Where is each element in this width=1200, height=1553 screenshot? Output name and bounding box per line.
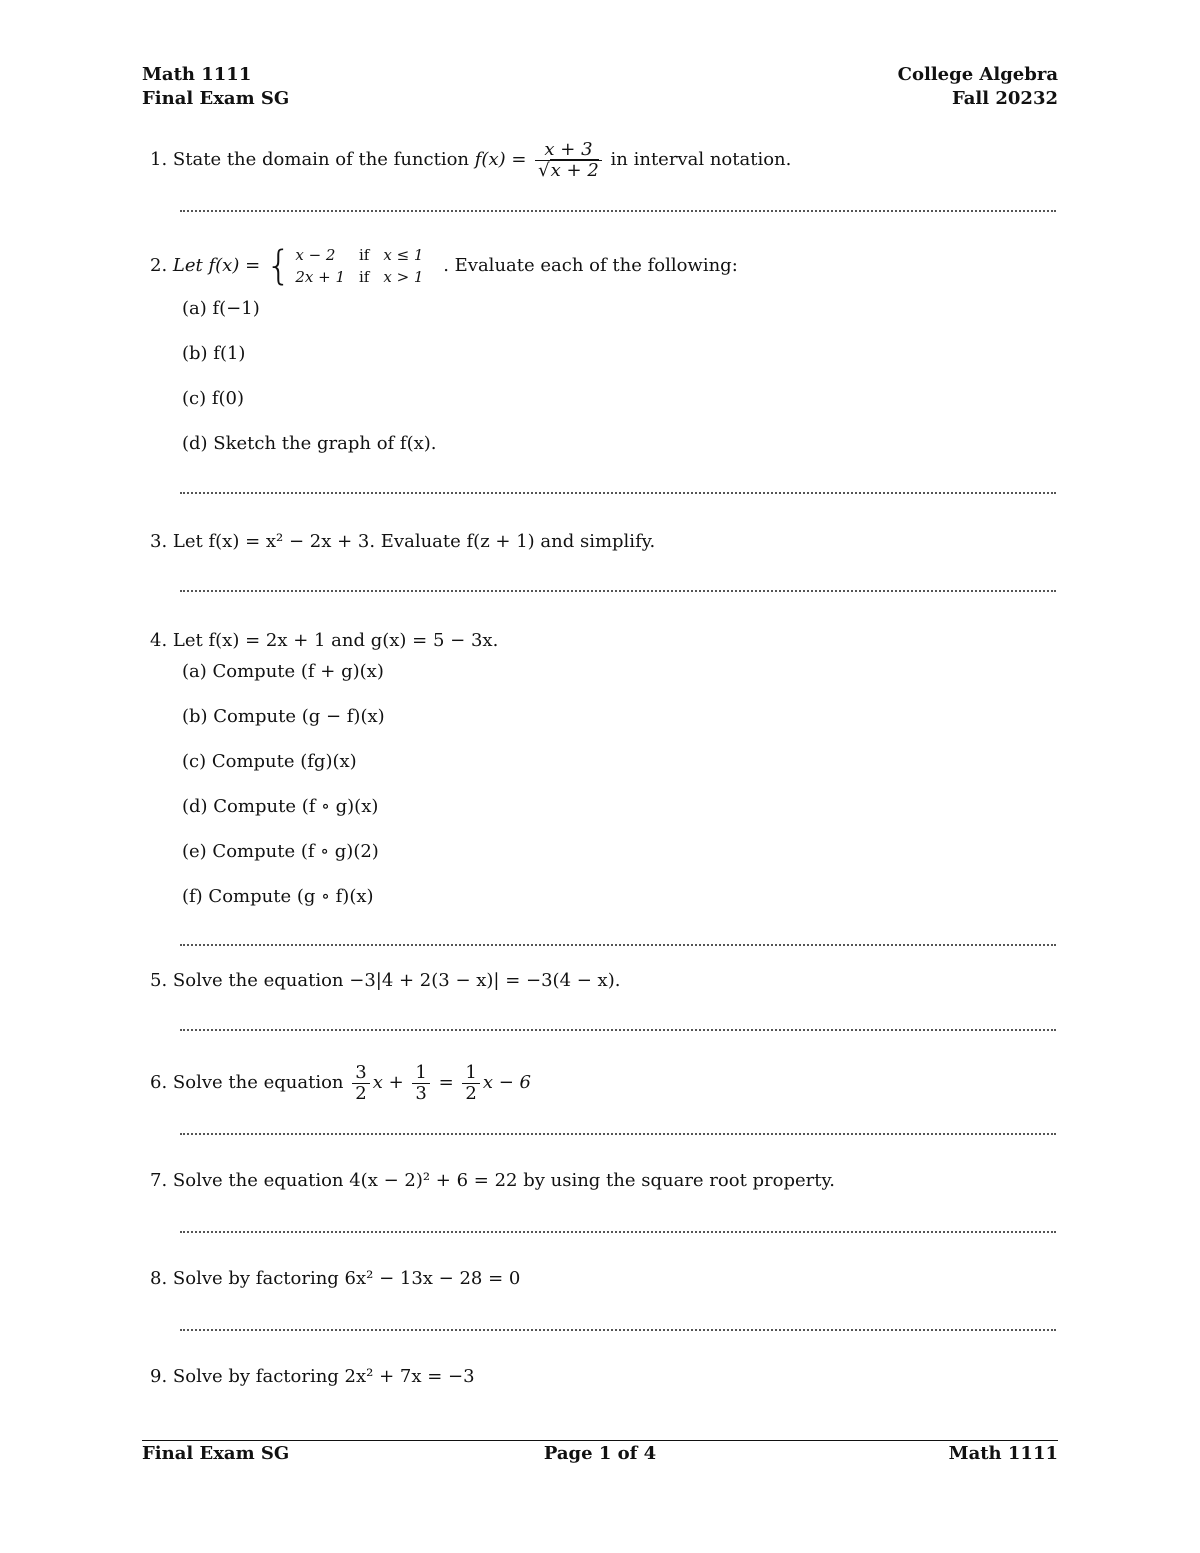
- fraction-numerator: x + 3: [544, 138, 593, 160]
- question-number: 4.: [150, 630, 168, 651]
- question-text: Solve by factoring 2x² + 7x = −3: [172, 1366, 475, 1387]
- fraction-one-half: [462, 1063, 479, 1104]
- case-1-expression: x − 2: [295, 246, 336, 264]
- case-2-expression: 2x + 1: [295, 268, 345, 286]
- subpart-4a: (a) Compute (f + g)(x): [182, 661, 384, 682]
- question-number: 6.: [150, 1072, 168, 1093]
- footer-rule: [142, 1440, 1058, 1441]
- exam-title: Final Exam SG: [142, 88, 290, 109]
- question-4: [150, 630, 498, 652]
- question-5: [150, 970, 620, 992]
- question-text: Solve the equation: [172, 1072, 344, 1093]
- question-7: [150, 1170, 835, 1192]
- answer-separator: [180, 1133, 1056, 1135]
- case-2-condition: x > 1: [383, 268, 424, 286]
- fraction-numerator: 1: [465, 1061, 477, 1083]
- question-number: 3.: [150, 531, 168, 552]
- equation-term: x − 6: [482, 1072, 532, 1093]
- question-tail: . Evaluate each of the following:: [443, 255, 738, 276]
- course-title: Math 1111: [142, 64, 252, 85]
- fraction-denominator: 2: [352, 1083, 369, 1104]
- subpart-4c: (c) Compute (fg)(x): [182, 751, 357, 772]
- question-text: Solve the equation −3|4 + 2(3 − x)| = −3(4 − x).: [172, 970, 621, 991]
- equals-sign: =: [438, 1072, 454, 1093]
- question-1: [150, 137, 791, 183]
- question-9: [150, 1366, 475, 1388]
- subpart-2b: (b) f(1): [182, 343, 246, 364]
- subpart-2d: (d) Sketch the graph of f(x).: [182, 433, 437, 454]
- subpart-4d: (d) Compute (f ∘ g)(x): [182, 796, 379, 817]
- fraction-denominator: 3: [412, 1083, 429, 1104]
- fraction-numerator: 1: [415, 1061, 427, 1083]
- piecewise-cases: [295, 244, 437, 288]
- answer-separator: [180, 492, 1056, 494]
- answer-separator: [180, 1029, 1056, 1031]
- question-2: [150, 240, 738, 292]
- subpart-4b: (b) Compute (g − f)(x): [182, 706, 385, 727]
- page-number: Page 1 of 4: [543, 1443, 657, 1464]
- answer-separator: [180, 944, 1056, 946]
- case-2-if: if: [359, 268, 370, 286]
- subpart-2c: (c) f(0): [182, 388, 245, 409]
- question-text: Solve by factoring 6x² − 13x − 28 = 0: [172, 1268, 521, 1289]
- question-8: [150, 1268, 520, 1290]
- domain-fraction: [535, 140, 602, 181]
- answer-separator: [180, 590, 1056, 592]
- question-number: 7.: [150, 1170, 168, 1191]
- answer-separator: [180, 1231, 1056, 1233]
- question-number: 8.: [150, 1268, 168, 1289]
- fraction-denominator: 2: [462, 1083, 479, 1104]
- subpart-4f: (f) Compute (g ∘ f)(x): [182, 886, 374, 907]
- subpart-4e: (e) Compute (f ∘ g)(2): [182, 841, 379, 862]
- question-text: State the domain of the function: [172, 149, 470, 170]
- question-text: Let f(x) = 2x + 1 and g(x) = 5 − 3x.: [172, 630, 499, 651]
- answer-separator: [180, 210, 1056, 212]
- question-number: 2.: [150, 255, 168, 276]
- fraction-denominator: √x + 2: [535, 160, 602, 181]
- subpart-2a: (a) f(−1): [182, 298, 260, 319]
- question-lead: Let f(x) =: [172, 255, 261, 276]
- fraction-three-halves: [352, 1063, 369, 1104]
- case-1-condition: x ≤ 1: [383, 246, 424, 264]
- term-label: Fall 20232: [951, 88, 1058, 109]
- question-3: [150, 531, 655, 553]
- function-label: f(x) =: [474, 149, 527, 170]
- answer-separator: [180, 1329, 1056, 1331]
- question-6: [150, 1060, 531, 1106]
- case-1-if: if: [359, 246, 370, 264]
- fraction-numerator: 3: [355, 1061, 367, 1083]
- question-text-end: in interval notation.: [610, 149, 792, 170]
- question-text: Solve the equation 4(x − 2)² + 6 = 22 by using the square root property.: [172, 1170, 836, 1191]
- sqrt-radicand: x + 2: [550, 159, 599, 181]
- subject-title: College Algebra: [897, 64, 1058, 85]
- question-number: 9.: [150, 1366, 168, 1387]
- question-text: Let f(x) = x² − 2x + 3. Evaluate f(z + 1) and simplify.: [172, 531, 656, 552]
- fraction-one-third: [412, 1063, 429, 1104]
- left-brace-icon: {: [265, 243, 292, 289]
- footer-course: Math 1111: [948, 1443, 1058, 1464]
- footer-exam-title: Final Exam SG: [142, 1443, 290, 1464]
- question-number: 1.: [150, 149, 168, 170]
- equation-term: x +: [372, 1072, 404, 1093]
- question-number: 5.: [150, 970, 168, 991]
